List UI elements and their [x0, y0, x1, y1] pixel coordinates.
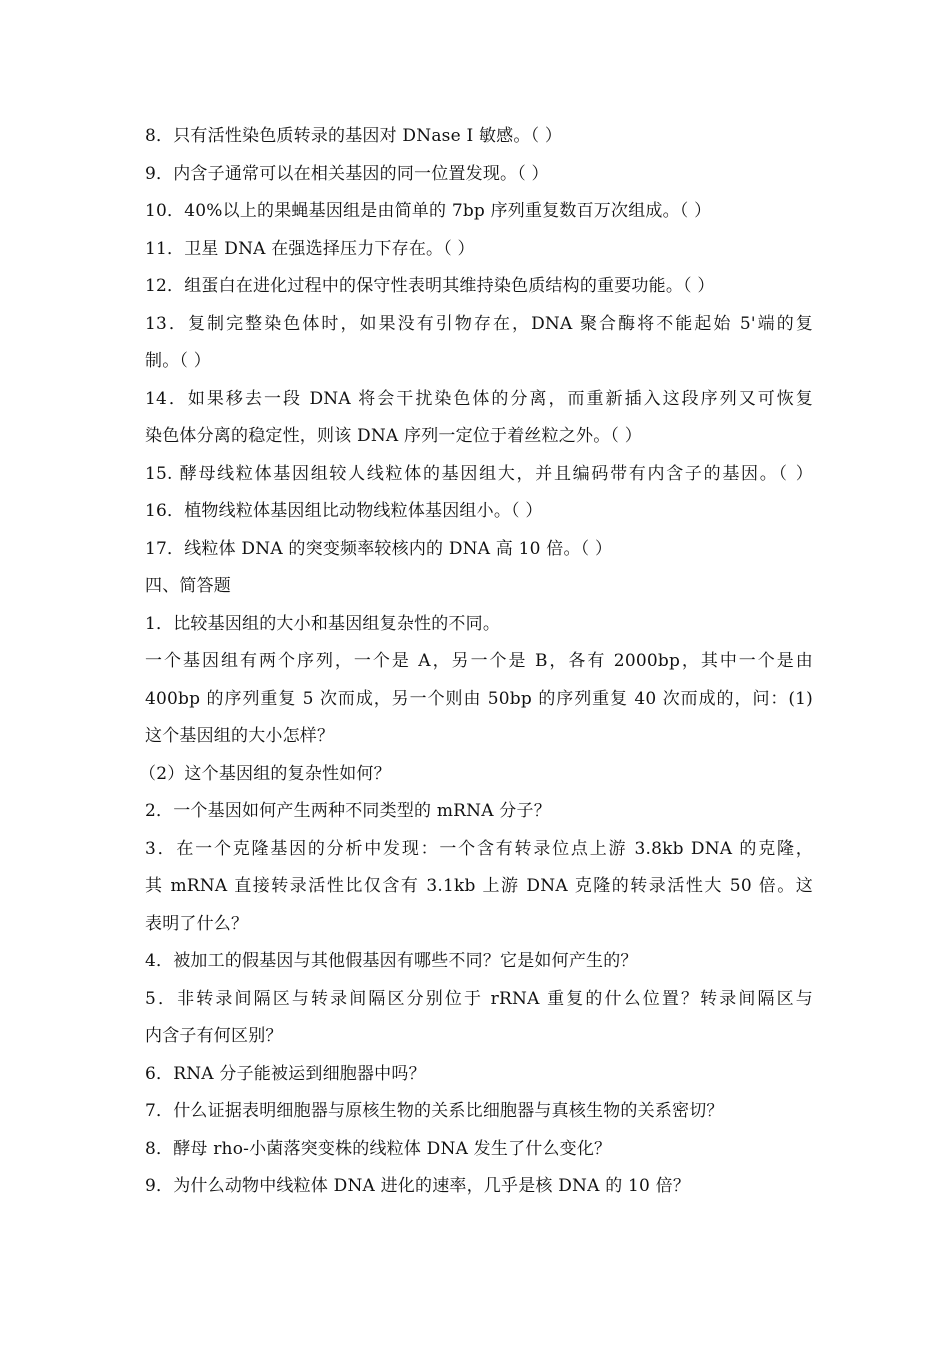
sa-question-2: 2．一个基因如何产生两种不同类型的 mRNA 分子？ [145, 801, 551, 821]
sa-question-1-detail-line-2: 400bp 的序列重复 5 次而成，另一个则由 50bp 的序列重复 40 次而成的，问：(1) [145, 688, 813, 709]
sa-question-3-line-3: 表明了什么？ [145, 913, 249, 934]
tf-question-14-line-1: 14．如果移去一段 DNA 将会干扰染色体的分离，而重新插入这段序列又可恢复 [145, 388, 813, 409]
sa-question-5-line-1: 5．非转录间隔区与转录间隔区分别位于 rRNA 重复的什么位置？转录间隔区与 [145, 988, 813, 1009]
tf-question-17: 17．线粒体 DNA 的突变频率较核内的 DNA 高 10 倍。（ ） [145, 538, 613, 559]
section-heading-short-answer: 四、简答题 [145, 576, 231, 596]
tf-question-8: 8．只有活性染色质转录的基因对 DNase I 敏感。（ ） [145, 126, 563, 146]
sa-question-9: 9．为什么动物中线粒体 DNA 进化的速率，几乎是核 DNA 的 10 倍？ [145, 1176, 691, 1196]
sa-question-1-part-2: （2）这个基因组的复杂性如何？ [139, 763, 391, 784]
sa-question-6: 6．RNA 分子能被运到细胞器中吗？ [145, 1063, 426, 1084]
sa-question-5-line-2: 内含子有何区别？ [145, 1026, 283, 1046]
tf-question-10: 10．40%以上的果蝇基因组是由简单的 7bp 序列重复数百万次组成。（ ） [145, 201, 712, 221]
sa-question-3-line-2: 其 mRNA 直接转录活性比仅含有 3.1kb 上游 DNA 克隆的转录活性大 50 倍。这 [145, 876, 813, 896]
tf-question-12: 12．组蛋白在进化过程中的保守性表明其维持染色质结构的重要功能。（ ） [145, 276, 715, 296]
sa-question-7: 7．什么证据表明细胞器与原核生物的关系比细胞器与真核生物的关系密切？ [145, 1101, 724, 1121]
sa-question-1: 1．比较基因组的大小和基因组复杂性的不同。 [145, 613, 501, 634]
sa-question-8: 8．酵母 rho-小菌落突变株的线粒体 DNA 发生了什么变化？ [145, 1138, 612, 1159]
tf-question-13-line-1: 13．复制完整染色体时，如果没有引物存在，DNA 聚合酶将不能起始 5'端的复 [145, 313, 813, 334]
sa-question-3-line-1: 3．在一个克隆基因的分析中发现：一个含有转录位点上游 3.8kb DNA 的克隆， [145, 838, 813, 859]
tf-question-11: 11．卫星 DNA 在强选择压力下存在。（ ） [145, 238, 475, 259]
tf-question-9: 9．内含子通常可以在相关基因的同一位置发现。（ ） [145, 163, 549, 184]
document-body [139, 118, 813, 1206]
tf-question-16: 16．植物线粒体基因组比动物线粒体基因组小。（ ） [145, 501, 543, 521]
sa-question-4: 4．被加工的假基因与其他假基因有哪些不同？它是如何产生的？ [145, 951, 638, 971]
sa-question-1-detail-line-3: 这个基因组的大小怎样？ [145, 726, 335, 746]
sa-question-1-detail-line-1: 一个基因组有两个序列，一个是 A，另一个是 B，各有 2000bp，其中一个是由 [145, 651, 813, 671]
tf-question-14-line-2: 染色体分离的稳定性，则该 DNA 序列一定位于着丝粒之外。（ ） [145, 426, 642, 446]
tf-question-15: 15. 酵母线粒体基因组较人线粒体的基因组大，并且编码带有内含子的基因。（ ） [145, 463, 813, 484]
tf-question-13-line-2: 制。（ ） [145, 351, 211, 371]
